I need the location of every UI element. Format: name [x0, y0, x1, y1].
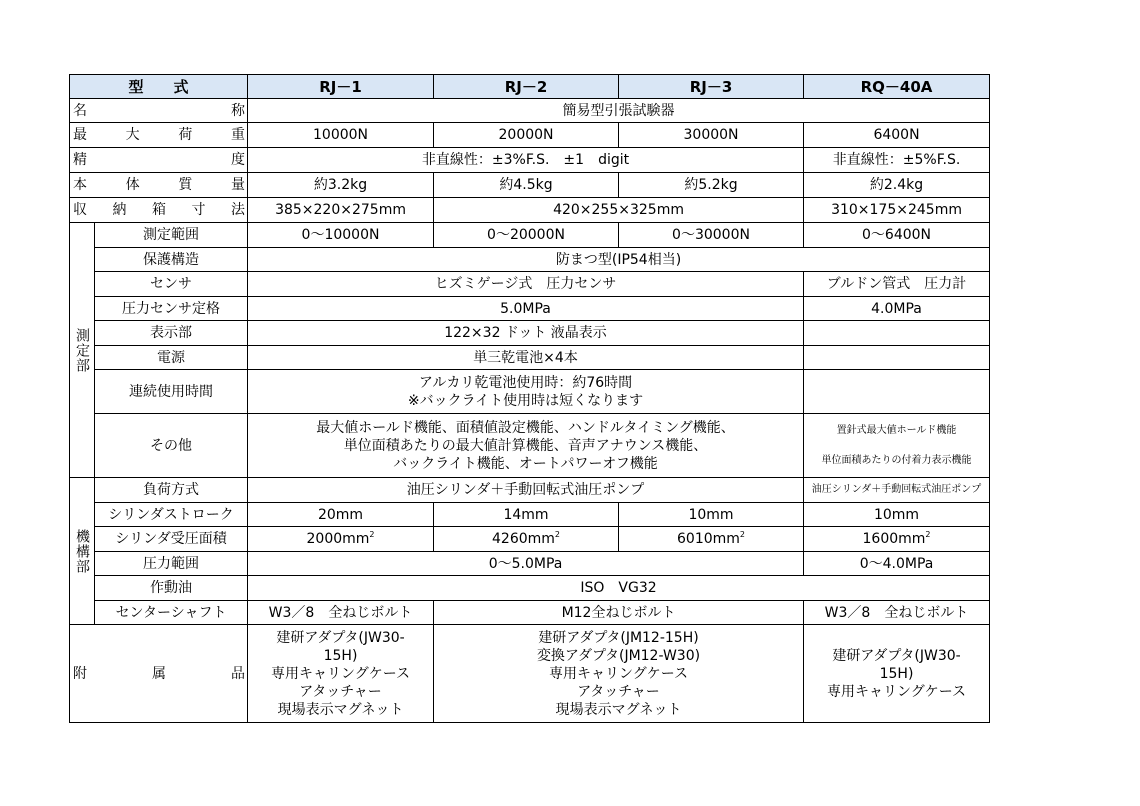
max-load-rj1: 10000N: [248, 123, 434, 148]
shaft-rj23: M12全ねじボルト: [434, 601, 804, 625]
sensor-label: センサ: [95, 272, 248, 297]
label-char: 称: [231, 102, 246, 119]
stroke-rj1: 20mm: [248, 503, 434, 527]
accuracy-rq40a: 非直線性：±5%F.S.: [804, 148, 990, 173]
load-method-row: [70, 478, 990, 503]
label-char: 収: [73, 202, 87, 218]
area-rj2: [434, 527, 619, 552]
area-value: 6010mm: [677, 531, 740, 547]
area-value: 4260mm: [492, 531, 555, 547]
pressure-range-rj: 0～5.0MPa: [248, 552, 804, 576]
other-rq-line: 単位面積あたりの付着力表示機能: [821, 454, 972, 466]
rj1-header: RJ－1: [248, 75, 434, 99]
case-size-label: [70, 198, 248, 223]
accessory-item: アタッチャー: [299, 683, 382, 700]
model-char: 式: [173, 77, 189, 96]
display-row: [70, 321, 990, 346]
range-label: 測定範囲: [95, 223, 248, 248]
oil-label: 作動油: [95, 576, 248, 601]
label-char: 重: [231, 127, 246, 143]
pressure-range-label: 圧力範囲: [95, 552, 248, 576]
area-exp: 2: [739, 530, 746, 539]
accessory-item: 建研アダプタ(JW30-: [832, 647, 961, 664]
other-line: 最大値ホールド機能、面積値設定機能、ハンドルタイミング機能、: [316, 419, 735, 436]
case-size-rq40a: 310×175×245mm: [804, 198, 990, 223]
rj2-header: RJ－2: [434, 75, 619, 99]
name-row: [70, 99, 990, 123]
stroke-row: [70, 503, 990, 527]
mass-rj1: 約3.2kg: [248, 173, 434, 198]
accessory-item: 15H): [879, 665, 914, 682]
runtime-label: 連続使用時間: [95, 370, 248, 414]
runtime-rq40a: [804, 370, 990, 414]
display-rj: 122×32 ドット 液晶表示: [248, 321, 804, 346]
area-rj1: [248, 527, 434, 552]
other-line: バックライト機能、オートパワーオフ機能: [393, 455, 658, 472]
area-value: 2000mm: [306, 531, 370, 547]
mechanism-group-label: 機構部: [70, 478, 95, 625]
area-rj3: [619, 527, 804, 552]
stroke-rj3: 10mm: [619, 503, 804, 527]
accuracy-rj: 非直線性：±3%F.S. ±1 digit: [248, 148, 804, 173]
accessories-rq40a: [804, 625, 990, 723]
accuracy-row: [70, 148, 990, 173]
range-rj2: 0～20000N: [434, 223, 619, 248]
model-char: 型: [128, 77, 144, 96]
rq40a-header: RQ－40A: [804, 75, 990, 99]
stroke-label: シリンダストローク: [95, 503, 248, 527]
other-rq-line: 置針式最大値ホールド機能: [836, 424, 957, 436]
oil-value: ISO VG32: [248, 576, 990, 601]
range-rj3: 0～30000N: [619, 223, 804, 248]
label-char: 属: [152, 665, 166, 682]
display-rq40a: [804, 321, 990, 346]
max-load-rq40a: 6400N: [804, 123, 990, 148]
area-exp: 2: [554, 530, 561, 539]
label-char: 法: [231, 202, 245, 218]
header-row: [70, 75, 990, 99]
stroke-rj2: 14mm: [434, 503, 619, 527]
spec-table: [69, 74, 990, 723]
load-method-label: 負荷方式: [95, 478, 248, 503]
sensor-row: [70, 272, 990, 297]
accessories-row: [70, 625, 990, 723]
label-char: 箱: [152, 202, 166, 218]
measurement-group-label: 測定部: [70, 223, 95, 478]
runtime-rj: [248, 370, 804, 414]
model-header: [70, 75, 248, 99]
name-label: [70, 99, 248, 123]
label-char: 納: [112, 202, 127, 218]
max-load-rj3: 30000N: [619, 123, 804, 148]
shaft-row: [70, 601, 990, 625]
other-row: [70, 414, 990, 478]
load-method-rj: 油圧シリンダ＋手動回転式油圧ポンプ: [248, 478, 804, 503]
accessory-item: アタッチャー: [577, 683, 660, 700]
accessory-item: 専用キャリングケース: [827, 683, 967, 700]
area-exp: 2: [925, 530, 931, 539]
accessories-rj23: [434, 625, 804, 723]
label-char: 荷: [178, 127, 193, 143]
accessory-item: 建研アダプタ(JM12-15H): [538, 629, 699, 646]
sensor-rj: ヒズミゲージ式 圧力センサ: [248, 272, 804, 297]
name-value: 簡易型引張試験器: [248, 99, 990, 123]
label-char: 体: [125, 177, 140, 193]
pressure-range-row: [70, 552, 990, 576]
label-char: 附: [73, 665, 87, 682]
area-row: [70, 527, 990, 552]
area-rq40a: [804, 527, 990, 552]
runtime-line: ※バックライト使用時は短くなります: [407, 392, 644, 409]
label-char: 本: [73, 177, 87, 193]
label-char: 精: [73, 152, 87, 168]
power-rj: 単三乾電池×4本: [248, 346, 804, 370]
max-load-label: [70, 123, 248, 148]
mass-row: [70, 173, 990, 198]
accessories-rj1: [248, 625, 434, 723]
mass-rj2: 約4.5kg: [434, 173, 619, 198]
accessory-item: 専用キャリングケース: [549, 665, 689, 682]
shaft-rj1: W3／8 全ねじボルト: [248, 601, 434, 625]
rj3-header: RJ－3: [619, 75, 804, 99]
accessory-item: 15H): [323, 647, 358, 664]
range-row: [70, 223, 990, 248]
display-label: 表示部: [95, 321, 248, 346]
accessory-item: 建研アダプタ(JW30-: [276, 629, 405, 646]
accuracy-label: [70, 148, 248, 173]
other-rj: [248, 414, 804, 478]
case-size-rj1: 385×220×275mm: [248, 198, 434, 223]
label-char: 名: [73, 102, 87, 119]
other-line: 単位面積あたりの最大値計算機能、音声アナウンス機能、: [343, 437, 708, 454]
max-load-rj2: 20000N: [434, 123, 619, 148]
other-rq40a: [804, 414, 990, 478]
sensor-rating-rq40a: 4.0MPa: [804, 297, 990, 321]
stroke-rq40a: 10mm: [804, 503, 990, 527]
case-size-row: [70, 198, 990, 223]
protection-row: [70, 248, 990, 272]
runtime-row: [70, 370, 990, 414]
oil-row: [70, 576, 990, 601]
mass-rj3: 約5.2kg: [619, 173, 804, 198]
label-char: 量: [231, 177, 246, 193]
accessories-label: [70, 625, 248, 723]
accessory-item: 変換アダプタ(JM12-W30): [536, 647, 701, 664]
area-label: シリンダ受圧面積: [95, 527, 248, 552]
shaft-label: センターシャフト: [95, 601, 248, 625]
protection-value: 防まつ型(IP54相当): [248, 248, 990, 272]
area-value: 1600mm: [862, 531, 926, 547]
accessory-item: 専用キャリングケース: [271, 665, 411, 682]
runtime-line: アルカリ乾電池使用時：約76時間: [418, 374, 633, 391]
label-char: 品: [231, 665, 245, 682]
mass-rq40a: 約2.4kg: [804, 173, 990, 198]
label-char: 度: [231, 152, 246, 168]
label-char: 最: [73, 127, 87, 143]
power-row: [70, 346, 990, 370]
protection-label: 保護構造: [95, 248, 248, 272]
power-rq40a: [804, 346, 990, 370]
case-size-rj23: 420×255×325mm: [434, 198, 804, 223]
pressure-range-rq40a: 0～4.0MPa: [804, 552, 990, 576]
label-char: 質: [178, 177, 193, 193]
sensor-rating-label: 圧力センサ定格: [95, 297, 248, 321]
mass-label: [70, 173, 248, 198]
range-rq40a: 0～6400N: [804, 223, 990, 248]
accessory-item: 現場表示マグネット: [555, 701, 682, 718]
label-char: 寸: [191, 202, 206, 218]
sensor-rq40a: ブルドン管式 圧力計: [804, 272, 990, 297]
label-char: 大: [125, 127, 140, 143]
area-exp: 2: [369, 530, 375, 539]
sensor-rating-row: [70, 297, 990, 321]
accessory-item: 現場表示マグネット: [277, 701, 404, 718]
range-rj1: 0～10000N: [248, 223, 434, 248]
load-method-rq40a: 油圧シリンダ＋手動回転式油圧ポンプ: [804, 478, 990, 503]
other-label: その他: [95, 414, 248, 478]
max-load-row: [70, 123, 990, 148]
sensor-rating-rj: 5.0MPa: [248, 297, 804, 321]
power-label: 電源: [95, 346, 248, 370]
shaft-rq40a: W3／8 全ねじボルト: [804, 601, 990, 625]
